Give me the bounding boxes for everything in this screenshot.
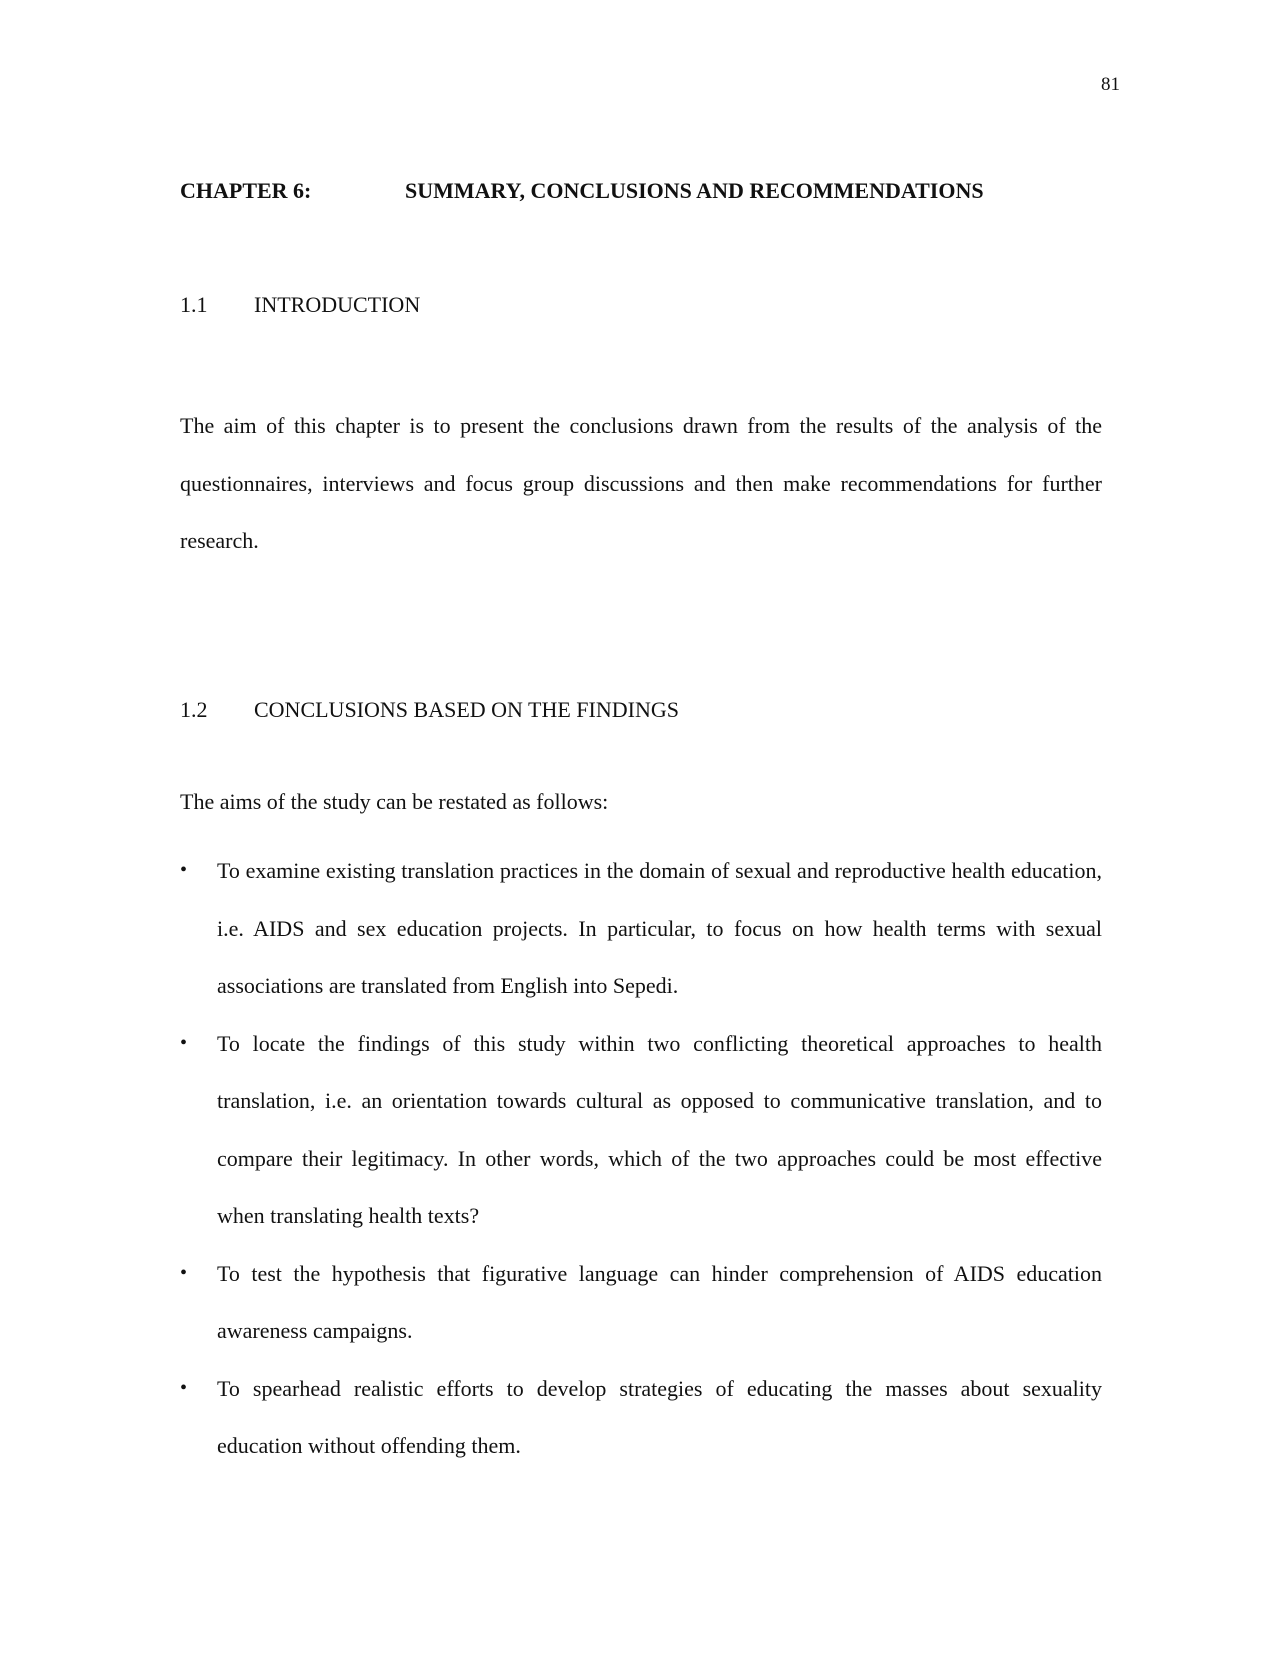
bullet-icon: •: [180, 1261, 188, 1284]
chapter-label: CHAPTER 6:: [180, 178, 312, 203]
aims-lead-paragraph: The aims of the study can be restated as follows:: [180, 789, 609, 814]
bullet-icon: •: [180, 859, 188, 881]
introduction-paragraph: The aim of this chapter is to present the conclusions drawn from the results of the analysis of the questionnaires, interviews and focus group discussions and then make recommendations for further research.: [180, 413, 1102, 553]
page-number: 81: [1101, 74, 1120, 95]
list-item-text: To examine existing translation practices in the domain of sexual and reproductive health education, i.e. AIDS and sex education projects. In particular, to focus on how health terms with sexual associations are translated from English into Sepedi.: [217, 858, 1102, 998]
section-number: 1.2: [180, 697, 208, 722]
list-item: [180, 1245, 1102, 1360]
chapter-title: SUMMARY, CONCLUSIONS AND RECOMMENDATIONS: [405, 178, 984, 203]
list-item: [180, 842, 1102, 1015]
section-heading-conclusions: [180, 697, 679, 723]
bullet-icon: •: [180, 1031, 188, 1054]
section-heading-introduction: [180, 292, 420, 318]
list-item-text: To spearhead realistic efforts to develop strategies of educating the masses about sexuality education without offending them.: [217, 1375, 1102, 1458]
aims-bullet-list: [180, 842, 1102, 1475]
list-item-text: To test the hypothesis that figurative language can hinder comprehension of AIDS education awareness campaigns.: [217, 1260, 1102, 1343]
section-title: CONCLUSIONS BASED ON THE FINDINGS: [254, 697, 679, 722]
bullet-icon: •: [180, 1376, 188, 1399]
list-item: [180, 1015, 1102, 1245]
section-title: INTRODUCTION: [254, 292, 421, 317]
chapter-heading: [180, 178, 1100, 204]
list-item: [180, 1360, 1102, 1475]
list-item-text: To locate the findings of this study within two conflicting theoretical approaches to health translation, i.e. an orientation towards cultural as opposed to communicative translation, and to compare their legitimacy. In other words, which of the two approaches could be most effective when translating health texts?: [217, 1030, 1102, 1228]
section-number: 1.1: [180, 292, 208, 317]
